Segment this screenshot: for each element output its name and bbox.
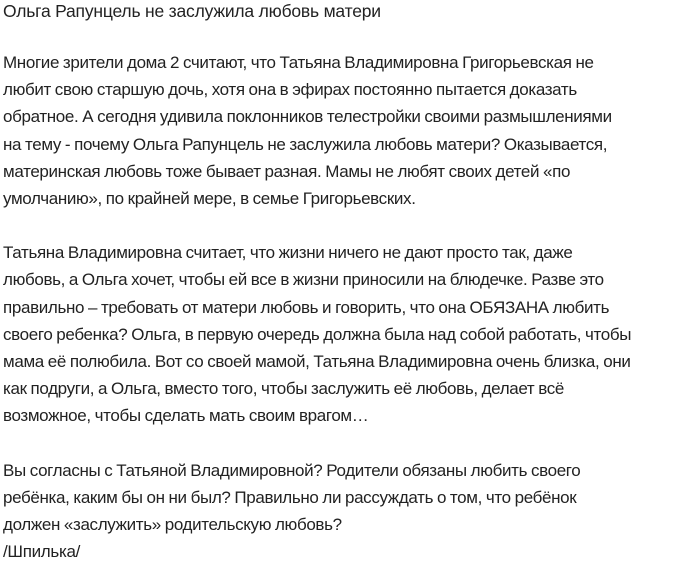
text-line: обратное. А сегодня удивила поклонников телестройки своими размышлениями: [3, 107, 612, 127]
text-line: правильно – требовать от матери любовь и говорить, что она ОБЯЗАНА любить: [3, 297, 610, 317]
text-line: мама её полюбила. Вот со своей мамой, Татьяна Владимировна очень близка, они: [3, 352, 631, 372]
text-line: Многие зрители дома 2 считают, что Татьяна Владимировна Григорьевская не: [3, 53, 594, 72]
text-line: должен «заслужить» родительскую любовь?: [3, 515, 342, 535]
text-line: Вы согласны с Татьяной Владимировной? Родители обязаны любить своего: [3, 460, 581, 480]
paragraph-intro: [3, 49, 699, 212]
paragraph-question: [3, 457, 699, 565]
article-signature: /Шпилька/: [3, 542, 81, 562]
text-line: любовь, а Ольга хочет, чтобы ей все в жизни приносили на блюдечке. Разве это: [3, 270, 604, 290]
text-line: как подруги, а Ольга, вместо того, чтобы заслужить её любовь, делает всё: [3, 379, 564, 399]
text-line: материнская любовь тоже бывает разная. Мамы не любят своих детей «по: [3, 161, 571, 181]
text-line: любит свою старшую дочь, хотя она в эфирах постоянно пытается доказать: [3, 80, 577, 100]
article-title: Ольга Рапунцель не заслужила любовь матери: [3, 1, 381, 21]
text-line: на тему - почему Ольга Рапунцель не заслужила любовь матери? Оказывается,: [3, 134, 608, 154]
paragraph-body: [3, 239, 699, 429]
text-line: возможное, чтобы сделать мать своим врагом…: [3, 406, 369, 426]
text-line: Татьяна Владимировна считает, что жизни ничего не дают просто так, даже: [3, 243, 573, 263]
text-line: ребёнка, каким бы он ни был? Правильно ли рассуждать о том, что ребёнок: [3, 487, 577, 507]
text-line: умолчанию», по крайней мере, в семье Григорьевских.: [3, 189, 416, 209]
text-line: своего ребенка? Ольга, в первую очередь должна была над собой работать, чтобы: [3, 324, 632, 344]
